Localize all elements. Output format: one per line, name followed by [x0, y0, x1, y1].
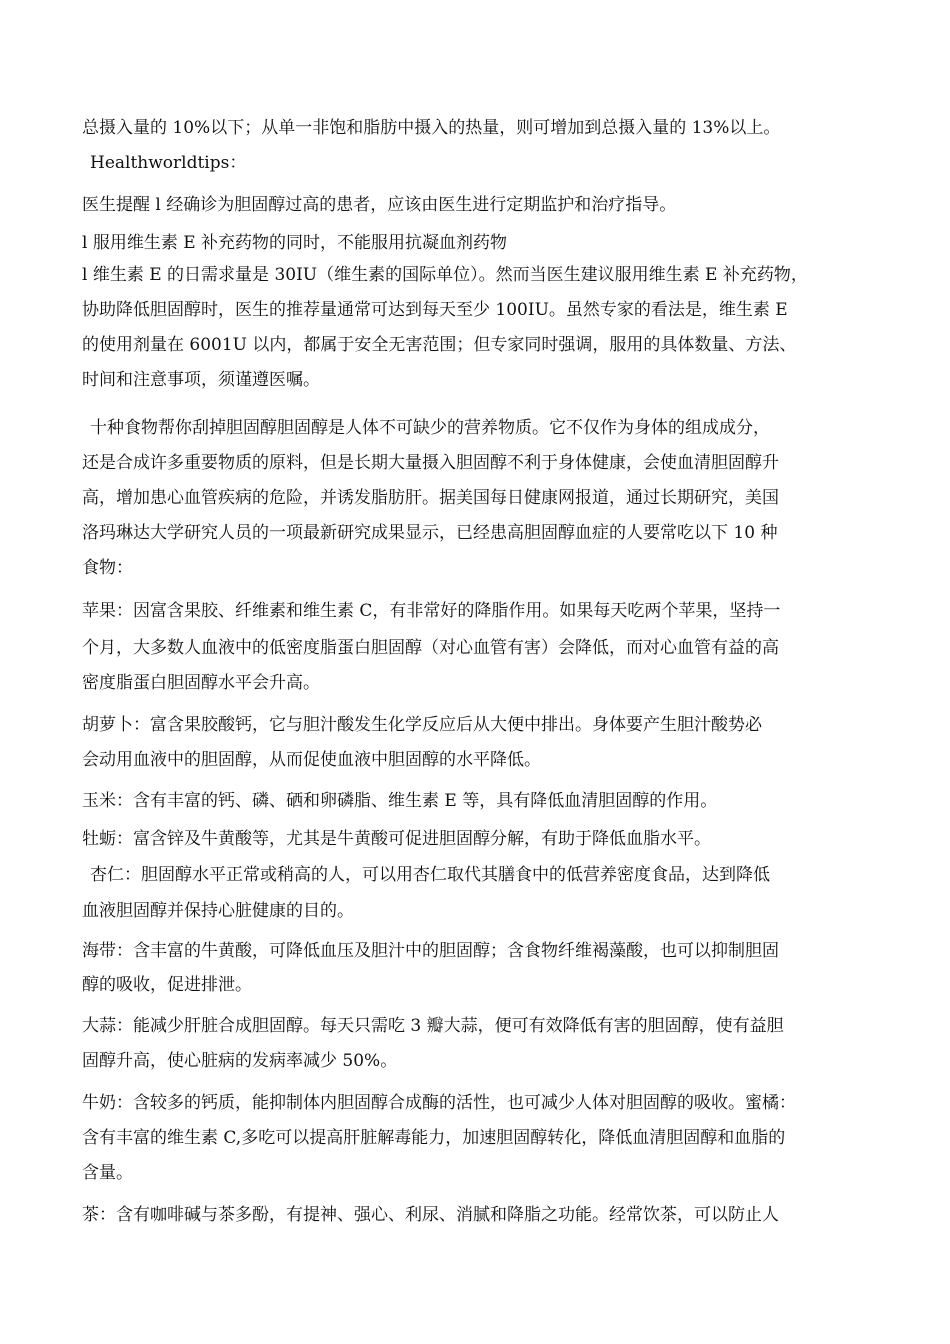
text-line: 醇的吸收，促进排泄。 [82, 975, 252, 995]
text-line: l 服用维生素 E 补充药物的同时，不能服用抗凝血剂药物 [82, 233, 508, 253]
text-line: 会动用血液中的胆固醇，从而促使血液中胆固醇的水平降低。 [82, 750, 541, 770]
text-line: 玉米：含有丰富的钙、磷、硒和卵磷脂、维生素 E 等，具有降低血清胆固醇的作用。 [82, 791, 718, 811]
text-line: 牡蛎：富含锌及牛黄酸等，尤其是牛黄酸可促进胆固醇分解，有助于降低血脂水平。 [82, 829, 711, 849]
text-line: 海带：含丰富的牛黄酸，可降低血压及胆汁中的胆固醇；含食物纤维褐藻酸，也可以抑制胆固 [82, 941, 779, 961]
text-line: 大蒜：能减少肝脏合成胆固醇。每天只需吃 3 瓣大蒜，便可有效降低有害的胆固醇，使有益胆 [82, 1016, 784, 1036]
text-line: 的使用剂量在 6001U 以内，都属于安全无害范围；但专家同时强调，服用的具体数量、方法、 [82, 335, 797, 355]
text-line: 固醇升高，使心脏病的发病率减少 50%。 [82, 1051, 398, 1071]
text-line: 密度脂蛋白胆固醇水平会升高。 [82, 673, 320, 693]
section-heading: Healthworldtips： [90, 153, 247, 173]
text-line: 苹果：因富含果胶、纤维素和维生素 C，有非常好的降脂作用。如果每天吃两个苹果，坚持一 [82, 601, 781, 621]
text-line: 牛奶：含较多的钙质，能抑制体内胆固醇合成酶的活性，也可减少人体对胆固醇的吸收。蜜橘： [82, 1093, 796, 1113]
text-line: 个月，大多数人血液中的低密度脂蛋白胆固醇（对心血管有害）会降低，而对心血管有益的高 [82, 638, 779, 658]
text-line: 高，增加患心血管疾病的危险，并诱发脂肪肝。据美国每日健康网报道，通过长期研究，美国 [82, 488, 779, 508]
text-line: 洛玛琳达大学研究人员的一项最新研究成果显示，已经患高胆固醇血症的人要常吃以下 10 种 [82, 523, 778, 543]
text-line: 医生提醒 l 经确诊为胆固醇过高的患者，应该由医生进行定期监护和治疗指导。 [82, 195, 677, 215]
text-line: 含有丰富的维生素 C,多吃可以提高肝脏解毒能力，加速胆固醇转化，降低血清胆固醇和血脂的 [82, 1128, 786, 1148]
text-line: 总摄入量的 10%以下；从单一非饱和脂肪中摄入的热量，则可增加到总摄入量的 13%以上。 [82, 118, 781, 138]
text-line: 还是合成许多重要物质的原料，但是长期大量摄入胆固醇不利于身体健康，会使血清胆固醇升 [82, 453, 779, 473]
text-line: 协助降低胆固醇时，医生的推荐量通常可达到每天至少 100IU。虽然专家的看法是，维生素 E [82, 300, 788, 320]
text-line: 血液胆固醇并保持心脏健康的目的。 [82, 901, 354, 921]
text-line: 时间和注意事项，须谨遵医嘱。 [82, 370, 320, 390]
section-heading: 十种食物帮你刮掉胆固醇胆固醇是人体不可缺少的营养物质。它不仅作为身体的组成成分， [90, 418, 770, 438]
text-line: l 维生素 E 的日需求量是 30IU（维生素的国际单位）。然而当医生建议服用维生素 E 补充药物， [82, 265, 808, 285]
text-line: 杏仁：胆固醇水平正常或稍高的人，可以用杏仁取代其膳食中的低营养密度食品，达到降低 [90, 865, 770, 885]
text-line: 胡萝卜：富含果胶酸钙，它与胆汁酸发生化学反应后从大便中排出。身体要产生胆汁酸势必 [82, 715, 762, 735]
text-line: 食物： [82, 558, 133, 578]
text-line: 含量。 [82, 1163, 133, 1183]
text-line: 茶：含有咖啡碱与茶多酚，有提神、强心、利尿、消腻和降脂之功能。经常饮茶，可以防止人 [82, 1205, 779, 1225]
